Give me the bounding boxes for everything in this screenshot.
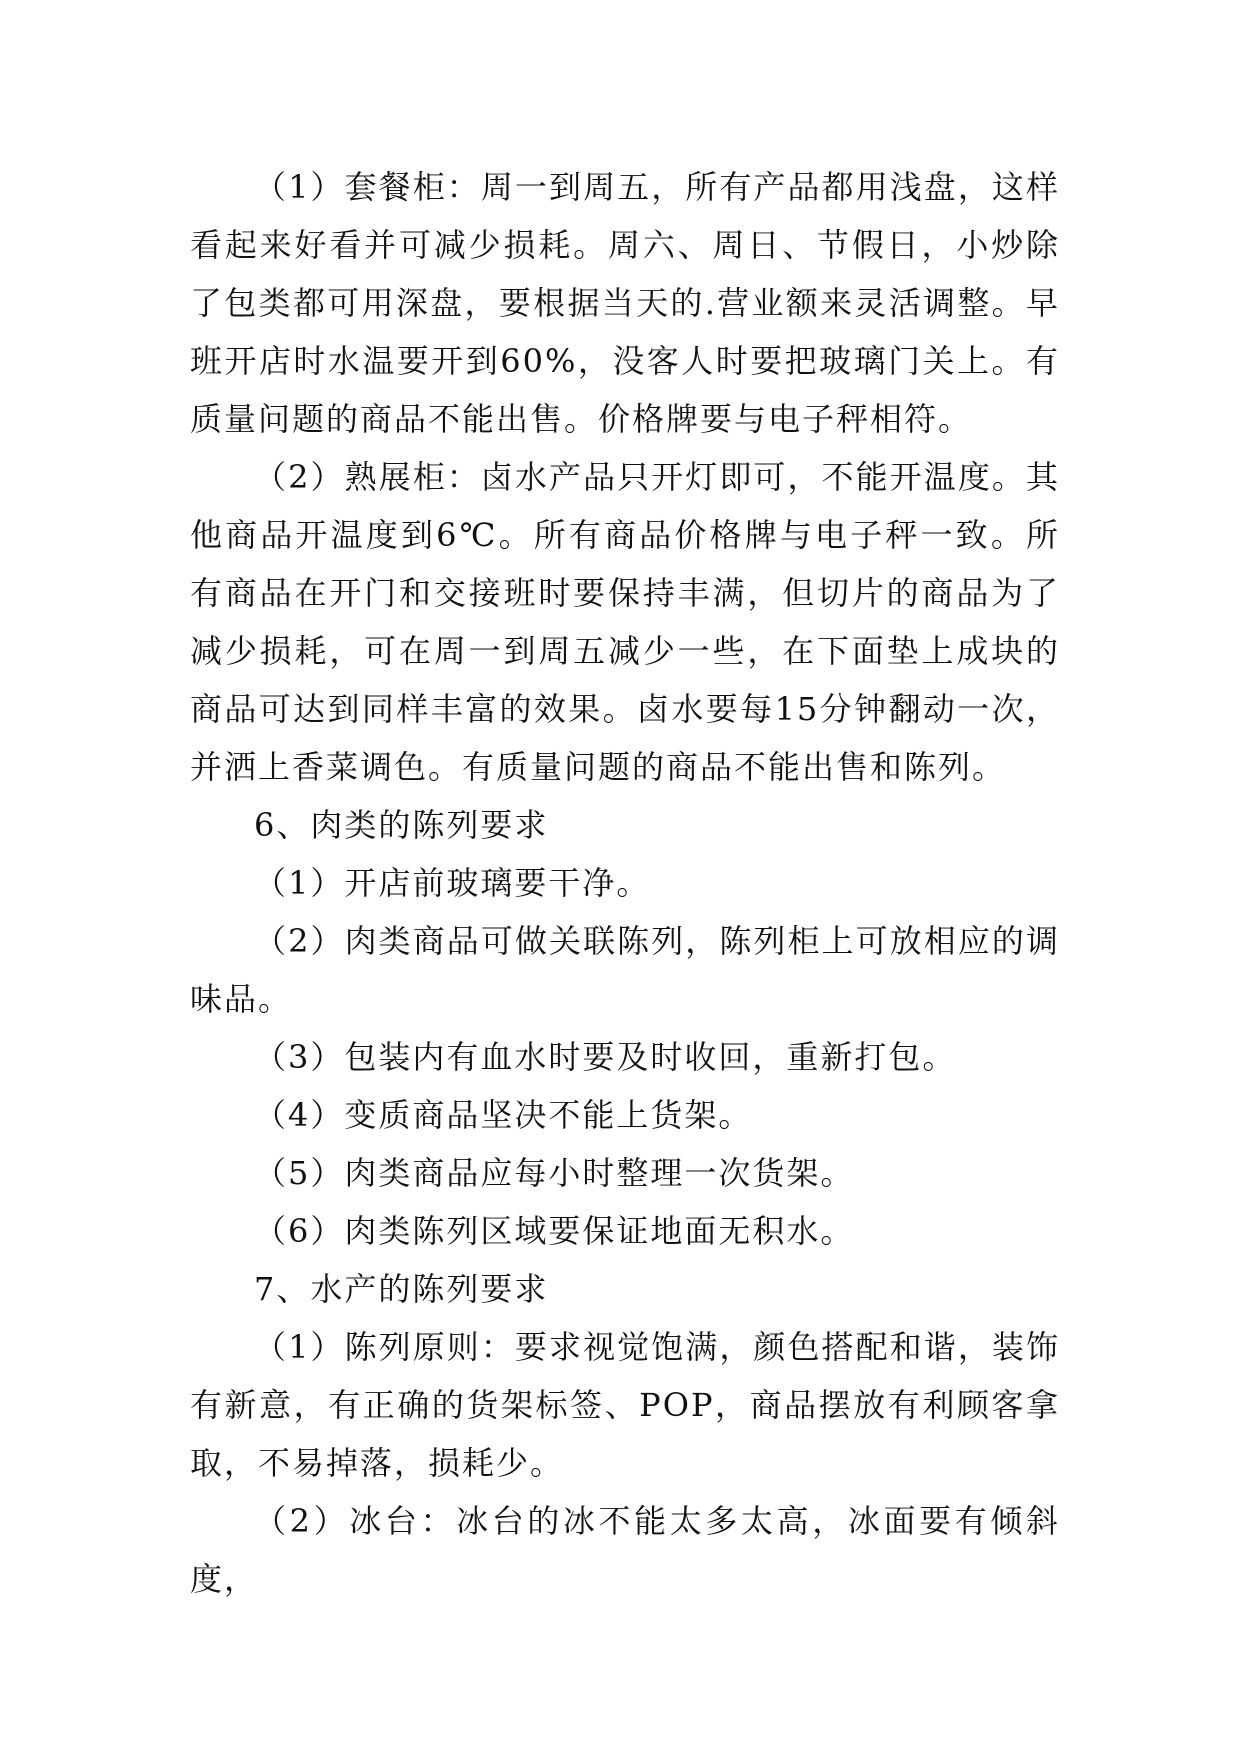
paragraph-meat-item-5: （5）肉类商品应每小时整理一次货架。 xyxy=(254,1154,855,1192)
document-body xyxy=(190,158,1060,1608)
paragraph-meat-item-2: （2）肉类商品可做关联陈列，陈列柜上可放相应的调味品。 xyxy=(190,922,1060,1018)
paragraph-set-meal-cabinet: （1）套餐柜：周一到周五，所有产品都用浅盘，这样看起来好看并可减少损耗。周六、周日、节假日，小炒除了包类都可用深盘，要根据当天的.营业额来灵活调整。早班开店时水温要开到60%，没客人时要把玻璃门关上。有质量问题的商品不能出售。价格牌要与电子秤相符。 xyxy=(190,168,1060,438)
paragraph-seafood-item-1: （1）陈列原则：要求视觉饱满，颜色搭配和谐，装饰有新意，有正确的货架标签、POP，商品摆放有利顾客拿取，不易掉落，损耗少。 xyxy=(190,1328,1060,1482)
paragraph-seafood-item-2: （2）冰台：冰台的冰不能太多太高，冰面要有倾斜度， xyxy=(190,1502,1060,1598)
heading-seafood-display: 7、水产的陈列要求 xyxy=(254,1270,549,1308)
paragraph-meat-item-4: （4）变质商品坚决不能上货架。 xyxy=(254,1096,753,1134)
heading-meat-display: 6、肉类的陈列要求 xyxy=(254,806,549,844)
paragraph-cooked-display-cabinet: （2）熟展柜：卤水产品只开灯即可，不能开温度。其他商品开温度到6℃。所有商品价格牌与电子秤一致。所有商品在开门和交接班时要保持丰满，但切片的商品为了减少损耗，可在周一到周五减少一些，在下面垫上成块的商品可达到同样丰富的效果。卤水要每15分钟翻动一次，并洒上香菜调色。有质量问题的商品不能出售和陈列。 xyxy=(190,458,1060,786)
paragraph-meat-item-3: （3）包装内有血水时要及时收回，重新打包。 xyxy=(254,1038,957,1076)
paragraph-meat-item-1: （1）开店前玻璃要干净。 xyxy=(254,864,651,902)
paragraph-meat-item-6: （6）肉类陈列区域要保证地面无积水。 xyxy=(254,1212,855,1250)
